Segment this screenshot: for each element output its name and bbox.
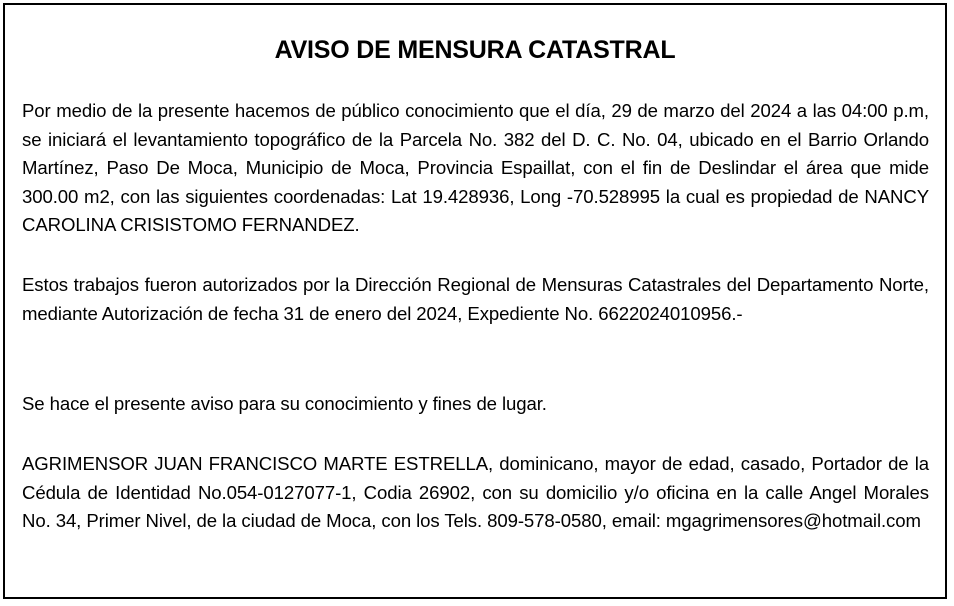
notice-paragraph-purpose: Se hace el presente aviso para su conocimiento y fines de lugar. [22,393,547,414]
notice-box [3,3,947,599]
notice-title: AVISO DE MENSURA CATASTRAL [274,36,676,64]
notice-paragraph-authorization: Estos trabajos fueron autorizados por la Dirección Regional de Mensuras Catastrales del Departamento Norte, mediante Autorización de fecha 31 de enero del 2024, Expediente No. 6622024010956.- [22,274,929,324]
notice-paragraph-survey-details: Por medio de la presente hacemos de público conocimiento que el día, 29 de marzo del 2024 a las 04:00 p.m, se iniciará el levantamiento topográfico de la Parcela No. 382 del D. C. No. 04, ubicado en el Barrio Orlando Martínez, Paso De Moca, Municipio de Moca, Provincia Espaillat, con el fin de Deslindar el área que mide 300.00 m2, con las siguientes coordenadas: Lat 19.428936, Long -70.528995 la cual es propiedad de NANCY CAROLINA CRISISTOMO FERNANDEZ. [22,100,929,236]
notice-paragraph-surveyor-contact: AGRIMENSOR JUAN FRANCISCO MARTE ESTRELLA, dominicano, mayor de edad, casado, Portador de la Cédula de Identidad No.054-0127077-1, Codia 26902, con su domicilio y/o oficina en la calle Angel Morales No. 34, Primer Nivel, de la ciudad de Moca, con los Tels. 809-578-0580, email: mgagrimensores@hotmail.com [22,453,929,532]
